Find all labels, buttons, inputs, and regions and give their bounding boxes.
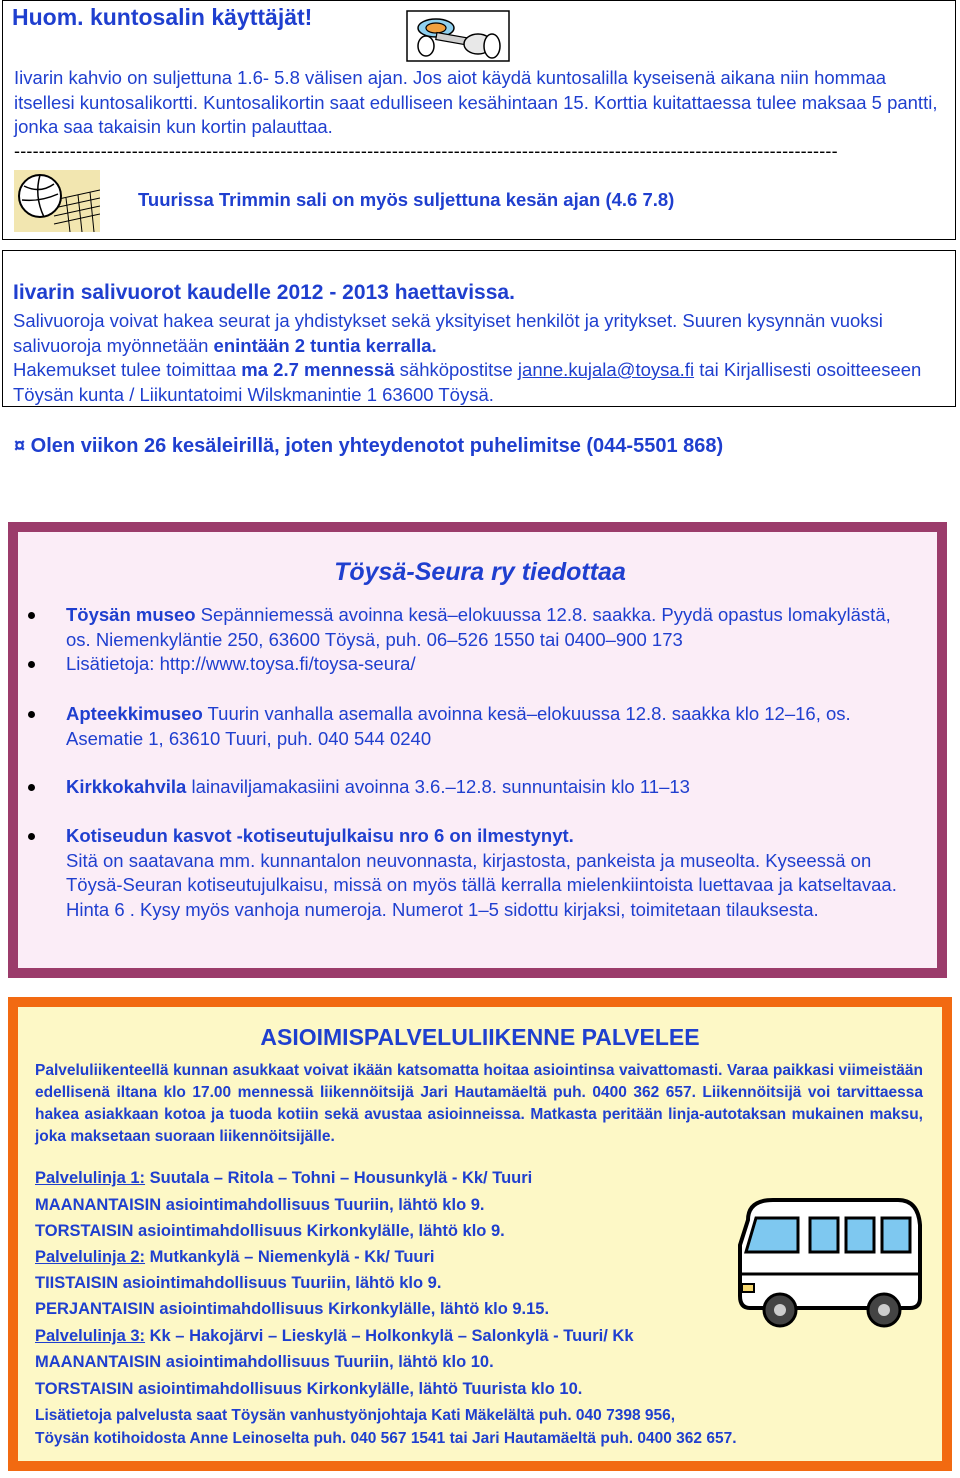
palvelulinja-1: Palvelulinja 1: Suutala – Ritola – Tohni – Housunkylä - Kk/ Tuuri <box>35 1169 533 1187</box>
email-link[interactable]: janne.kujala@toysa.fi <box>517 359 695 380</box>
dashed-separator: ------------------------------------------------------------------------------------------------------------------------------------- <box>14 141 838 161</box>
asiointi-more-1: Lisätietoja palvelusta saat Töysän vanhustyönjohtaja Kati Mäkelältä puh. 040 7398 956, <box>35 1407 676 1424</box>
list-item: Kotiseudun kasvot -kotiseutujulkaisu nro 6 on ilmestynyt. Sitä on saatavana mm. kunnantalon neuvonnasta, kirjastosta, pankeista ja museolta. Kyseessä on Töysä-Seuran kotiseutujulkaisu, missä on myös tällä kerralla mielenkiintoista luettavaa ja katseltavaa. Hinta 6 . Kysy myös vanhoja numeroja. Numerot 1–5 sidottu kirjaksi, toimitetaan tilauksesta. <box>66 824 916 922</box>
palvelulinja-1-b: TORSTAISIN asiointimahdollisuus Kirkonkylälle, lähtö klo 9. <box>35 1222 505 1240</box>
gym-notice-text: Iivarin kahvio on suljettuna 1.6- 5.8 välisen ajan. Jos aiot käydä kuntosalilla kyseisenä aikana niin hommaa itsellesi kuntosalikortti. Kuntosalikortin saat edulliseen kesähintaan 15. Korttia kuitattaessa tulee maksaa 5 pantti, jonka saa takaisin kun kortin palauttaa. <box>14 67 938 137</box>
salivuorot-heading: Iivarin salivuorot kaudelle 2012 - 2013 haettavissa. <box>13 281 515 304</box>
palvelulinja-3: Palvelulinja 3: Kk – Hakojärvi – Lieskylä – Holkonkylä – Salonkylä - Tuuri/ Kk <box>35 1327 634 1345</box>
list-item: Lisätietoja: http://www.toysa.fi/toysa-seura/ <box>66 652 916 677</box>
trimm-notice: Tuurissa Trimmin sali on myös suljettuna kesän ajan (4.6 7.8) <box>138 189 675 210</box>
toysa-seura-title: Töysä-Seura ry tiedottaa <box>334 558 626 586</box>
dumbbell-icon <box>406 10 510 62</box>
palvelulinja-2-b: PERJANTAISIN asiointimahdollisuus Kirkonkylälle, lähtö klo 9.15. <box>35 1300 550 1318</box>
gym-notice-title: Huom. kuntosalin käyttäjät! <box>12 4 313 30</box>
bus-icon <box>728 1190 928 1340</box>
asiointi-more-2: Töysän kotihoidosta Anne Leinoselta puh. 040 567 1541 tai Jari Hautamäeltä puh. 0400 362 657. <box>35 1430 737 1447</box>
volleyball-icon <box>14 170 100 232</box>
list-item: Töysän museo Sepänniemessä avoinna kesä–elokuussa 12.8. saakka. Pyydä opastus lomakylästä, os. Niemenkyläntie 250, 63600 Töysä, puh. 06–526 1550 tai 0400–900 173 <box>66 603 916 652</box>
leiri-notice: ¤ Olen viikon 26 kesäleirillä, joten yhteydenotot puhelimitse (044-5501 868) <box>14 435 724 457</box>
asiointi-title: ASIOIMISPALVELULIIKENNE PALVELEE <box>260 1024 700 1050</box>
palvelulinja-1-a: MAANANTAISIN asiointimahdollisuus Tuuriin, lähtö klo 9. <box>35 1196 485 1214</box>
asiointi-intro: Palveluliikenteellä kunnan asukkaat voivat ikään katsomatta hoitaa asiointinsa vaivattomasti. Varaa paikkasi viimeistään edellisenä iltana klo 17.00 mennessä liikennöitsijä Jari Hautamäeltä puh. 0400 362 657. Liikennöitsijä voi tarvittaessa hakea asiakkaan kotoa ja tuoda kotiin sekä avustaa asioinneissa. Matkasta peritään linja-autotaksan mukainen maksu, joka maksetaan suoraan liikennöitsijälle. <box>35 1062 923 1145</box>
palvelulinja-2-a: TIISTAISIN asiointimahdollisuus Tuuriin, lähtö klo 9. <box>35 1274 442 1292</box>
salivuorot-text: Salivuoroja voivat hakea seurat ja yhdistykset sekä yksityiset henkilöt ja yritykset. Suuren kysynnän vuoksi salivuoroja myönnetään enintään 2 tuntia kerralla. Hakemukset tulee toimittaa ma 2.7 mennessä sähköpostitse janne.kujala@toysa.fi tai Kirjallisesti osoitteeseen Töysän kunta / Liikuntatoimi Wilskmanintie 1 63600 Töysä. <box>13 310 922 405</box>
list-item: Kirkkokahvila lainaviljamakasiini avoinna 3.6.–12.8. sunnuntaisin klo 11–13 <box>66 775 916 800</box>
palvelulinja-3-a: MAANANTAISIN asiointimahdollisuus Tuuriin, lähtö klo 10. <box>35 1353 494 1371</box>
list-item: Apteekkimuseo Tuurin vanhalla asemalla avoinna kesä–elokuussa 12.8. saakka klo 12–16, os. Asematie 1, 63610 Tuuri, puh. 040 544 0240 <box>66 702 916 751</box>
palvelulinja-2: Palvelulinja 2: Mutkankylä – Niemenkylä - Kk/ Tuuri <box>35 1248 435 1266</box>
palvelulinja-3-b: TORSTAISIN asiointimahdollisuus Kirkonkylälle, lähtö Tuurista klo 10. <box>35 1380 583 1398</box>
